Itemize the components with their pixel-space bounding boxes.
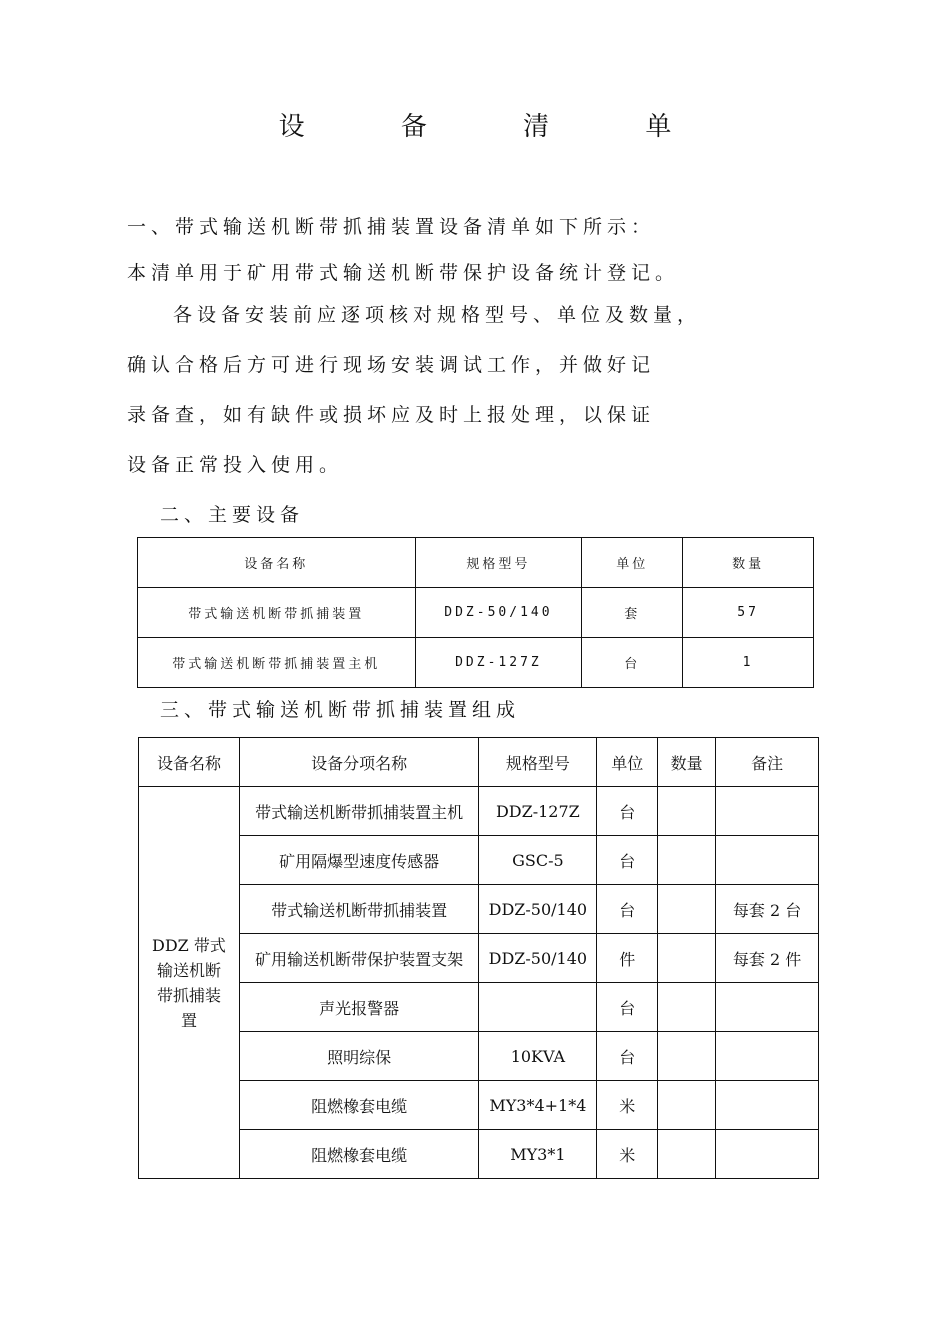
table-cell: [716, 787, 819, 836]
table-cell: [658, 1130, 716, 1179]
table-cell: [658, 885, 716, 934]
table-cell: 声光报警器: [239, 983, 479, 1032]
table-cell: MY3*4+1*4: [479, 1081, 597, 1130]
table-row: [139, 885, 819, 934]
table-cell: 矿用输送机断带保护装置支架: [239, 934, 479, 983]
table-cell: [658, 787, 716, 836]
table-cell: 10KVA: [479, 1032, 597, 1081]
table-cell: 57: [683, 588, 814, 638]
table-cell: [716, 1032, 819, 1081]
paragraph-line-2: 本清单用于矿用带式输送机断带保护设备统计登记。: [127, 262, 680, 284]
table-cell: 阻燃橡套电缆: [239, 1081, 479, 1130]
table-row: [138, 588, 814, 638]
header-cell: 单位: [582, 538, 683, 588]
table-row: [138, 638, 814, 688]
header-cell: 设备名称: [139, 738, 240, 787]
table-cell: [716, 1130, 819, 1179]
table-cell: GSC-5: [479, 836, 597, 885]
header-cell: 数量: [658, 738, 716, 787]
table-row: [139, 836, 819, 885]
page-title: 设 备 清 单: [278, 112, 716, 142]
table-cell: DDZ-127Z: [415, 638, 582, 688]
table-cell: DDZ-127Z: [479, 787, 597, 836]
table-cell: [716, 1081, 819, 1130]
header-cell: 备注: [716, 738, 819, 787]
table-cell: 米: [597, 1130, 658, 1179]
table-cell: [658, 1081, 716, 1130]
header-cell: 规格型号: [479, 738, 597, 787]
group-name-cell: DDZ 带式输送机断带抓捕装置: [139, 787, 240, 1179]
table-cell: 带式输送机断带抓捕装置主机: [239, 787, 479, 836]
table-cell: 件: [597, 934, 658, 983]
table-cell: 台: [597, 836, 658, 885]
table-cell: 台: [582, 638, 683, 688]
table-cell: 台: [597, 983, 658, 1032]
table-cell: 每套 2 台: [716, 885, 819, 934]
table-row: [139, 934, 819, 983]
table-cell: 米: [597, 1081, 658, 1130]
table-cell: 带式输送机断带抓捕装置主机: [138, 638, 416, 688]
table-cell: 1: [683, 638, 814, 688]
table-cell: 带式输送机断带抓捕装置: [138, 588, 416, 638]
section-heading-1: 二、主要设备: [160, 504, 305, 526]
table-cell: 套: [582, 588, 683, 638]
main-equipment-table: [137, 537, 814, 688]
table-row: [139, 1032, 819, 1081]
table-cell: 阻燃橡套电缆: [239, 1130, 479, 1179]
header-cell: 规格型号: [415, 538, 582, 588]
table-cell: 台: [597, 1032, 658, 1081]
header-cell: 数量: [683, 538, 814, 588]
paragraph-line-1: 一、带式输送机断带抓捕装置设备清单如下所示：: [127, 216, 656, 238]
table-cell: [716, 983, 819, 1032]
table-cell: [479, 983, 597, 1032]
table-cell: MY3*1: [479, 1130, 597, 1179]
table-cell: DDZ-50/140: [479, 885, 597, 934]
table-cell: 矿用隔爆型速度传感器: [239, 836, 479, 885]
table-row: [139, 787, 819, 836]
table-row: [139, 1081, 819, 1130]
header-cell: 单位: [597, 738, 658, 787]
table-cell: 照明综保: [239, 1032, 479, 1081]
table-header-row: [139, 738, 819, 787]
table-cell: 台: [597, 885, 658, 934]
table-cell: [716, 836, 819, 885]
table-cell: [658, 836, 716, 885]
paragraph-line-6: 设备正常投入使用。: [127, 454, 344, 476]
table-cell: [658, 983, 716, 1032]
table-row: [139, 1130, 819, 1179]
section-heading-2: 三、带式输送机断带抓捕装置组成: [160, 699, 521, 721]
paragraph-line-3: 各设备安装前应逐项核对规格型号、单位及数量，: [173, 304, 702, 326]
header-cell: 设备分项名称: [239, 738, 479, 787]
table-cell: [658, 1032, 716, 1081]
table-cell: [658, 934, 716, 983]
header-cell: 设备名称: [138, 538, 416, 588]
table-cell: DDZ-50/140: [415, 588, 582, 638]
table-cell: 每套 2 件: [716, 934, 819, 983]
paragraph-line-5: 录备查，如有缺件或损坏应及时上报处理，以保证: [127, 404, 656, 426]
component-table: [138, 737, 819, 1179]
table-cell: 台: [597, 787, 658, 836]
table-row: [139, 983, 819, 1032]
table-cell: DDZ-50/140: [479, 934, 597, 983]
table-cell: 带式输送机断带抓捕装置: [239, 885, 479, 934]
paragraph-line-4: 确认合格后方可进行现场安装调试工作，并做好记: [127, 354, 656, 376]
table-header-row: [138, 538, 814, 588]
